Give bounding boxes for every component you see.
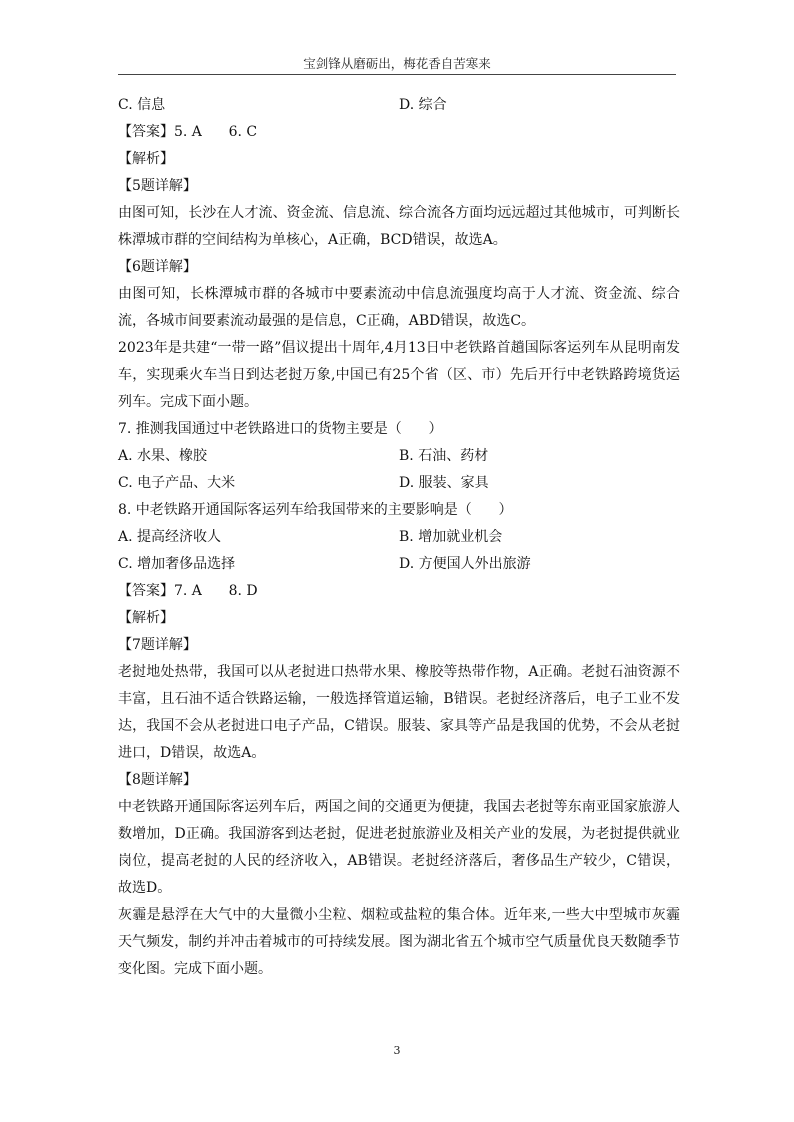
q8-options-row-1 <box>118 524 680 551</box>
detail-6-text: 由图可知，长株潭城市群的各城市中要素流动中信息流强度均高于人才流、资金流、综合流，各城市间要素流动最强的是信息，C正确，ABD错误，故选C。 <box>118 286 680 329</box>
detail-8-text: 中老铁路开通国际客运列车后，两国之间的交通更为便捷，我国去老挝等东南亚国家旅游人数增加，D正确。我国游客到达老挝，促进老挝旅游业及相关产业的发展，为老挝提供就业岗位，提高老挝的人民的经济收入，AB错误。老挝经济落后，奢侈品生产较少，C错误，故选D。 <box>118 799 680 896</box>
q7-option-a: A. 水果、橡胶 <box>118 448 208 464</box>
q7-options-row-1 <box>118 443 680 470</box>
q6-options-row <box>118 92 680 119</box>
passage-next: 灰霾是悬浮在大气中的大量微小尘粒、烟粒或盐粒的集合体。近年来,一些大中型城市灰霾天气频发，制约并冲击着城市的可持续发展。图为湖北省五个城市空气质量优良天数随季节变化图。完成下面小题。 <box>118 907 680 977</box>
q8-options-row-2 <box>118 551 680 578</box>
q8-option-b: B. 增加就业机会 <box>399 529 503 545</box>
q7-option-b: B. 石油、药材 <box>399 448 489 464</box>
q7-options-row-2 <box>118 470 680 497</box>
question-7-stem: 7. 推测我国通过中老铁路进口的货物主要是（ ） <box>118 421 443 437</box>
passage-7-8: 2023年是共建“一带一路”倡议提出十周年,4月13日中老铁路首趟国际客运列车从昆明南发车，实现乘火车当日到达老挝万象,中国已有25个省（区、市）先后开行中老铁路跨境货运列车。完成下面小题。 <box>118 340 680 410</box>
detail-5-text: 由图可知，长沙在人才流、资金流、信息流、综合流各方面均远远超过其他城市，可判断长株潭城市群的空间结构为单核心，A正确，BCD错误，故选A。 <box>118 205 680 248</box>
page-header-motto: 宝剑锋从磨砺出，梅花香自苦寒来 <box>303 56 491 71</box>
detail-6-label: 【6题详解】 <box>118 259 197 275</box>
detail-7-label: 【7题详解】 <box>118 637 197 653</box>
q7-option-c: C. 电子产品、大米 <box>118 475 236 491</box>
analysis-label: 【解析】 <box>118 151 174 167</box>
header-divider <box>118 74 676 75</box>
option-d: D. 综合 <box>399 97 447 113</box>
q8-option-a: A. 提高经济收人 <box>118 529 222 545</box>
question-8-stem: 8. 中老铁路开通国际客运列车给我国带来的主要影响是（ ） <box>118 502 513 518</box>
detail-5-label: 【5题详解】 <box>118 178 197 194</box>
q8-option-d: D. 方便国人外出旅游 <box>399 556 531 572</box>
detail-7-text: 老挝地处热带，我国可以从老挝进口热带水果、橡胶等热带作物，A正确。老挝石油资源不丰富，且石油不适合铁路运输，一般选择管道运输，B错误。老挝经济落后，电子工业不发达，我国不会从老挝进口电子产品，C错误。服装、家具等产品是我国的优势，不会从老挝进口，D错误，故选A。 <box>118 664 680 761</box>
page-content <box>118 92 680 983</box>
q8-option-c: C. 增加奢侈品选择 <box>118 556 236 572</box>
detail-8-label: 【8题详解】 <box>118 772 197 788</box>
page-number: 3 <box>393 1044 401 1057</box>
q7-option-d: D. 服装、家具 <box>399 475 489 491</box>
analysis-label: 【解析】 <box>118 610 174 626</box>
answer-7-8: 【答案】7. A 8. D <box>118 583 258 599</box>
answer-5-6: 【答案】5. A 6. C <box>118 124 258 140</box>
option-c: C. 信息 <box>118 97 166 113</box>
